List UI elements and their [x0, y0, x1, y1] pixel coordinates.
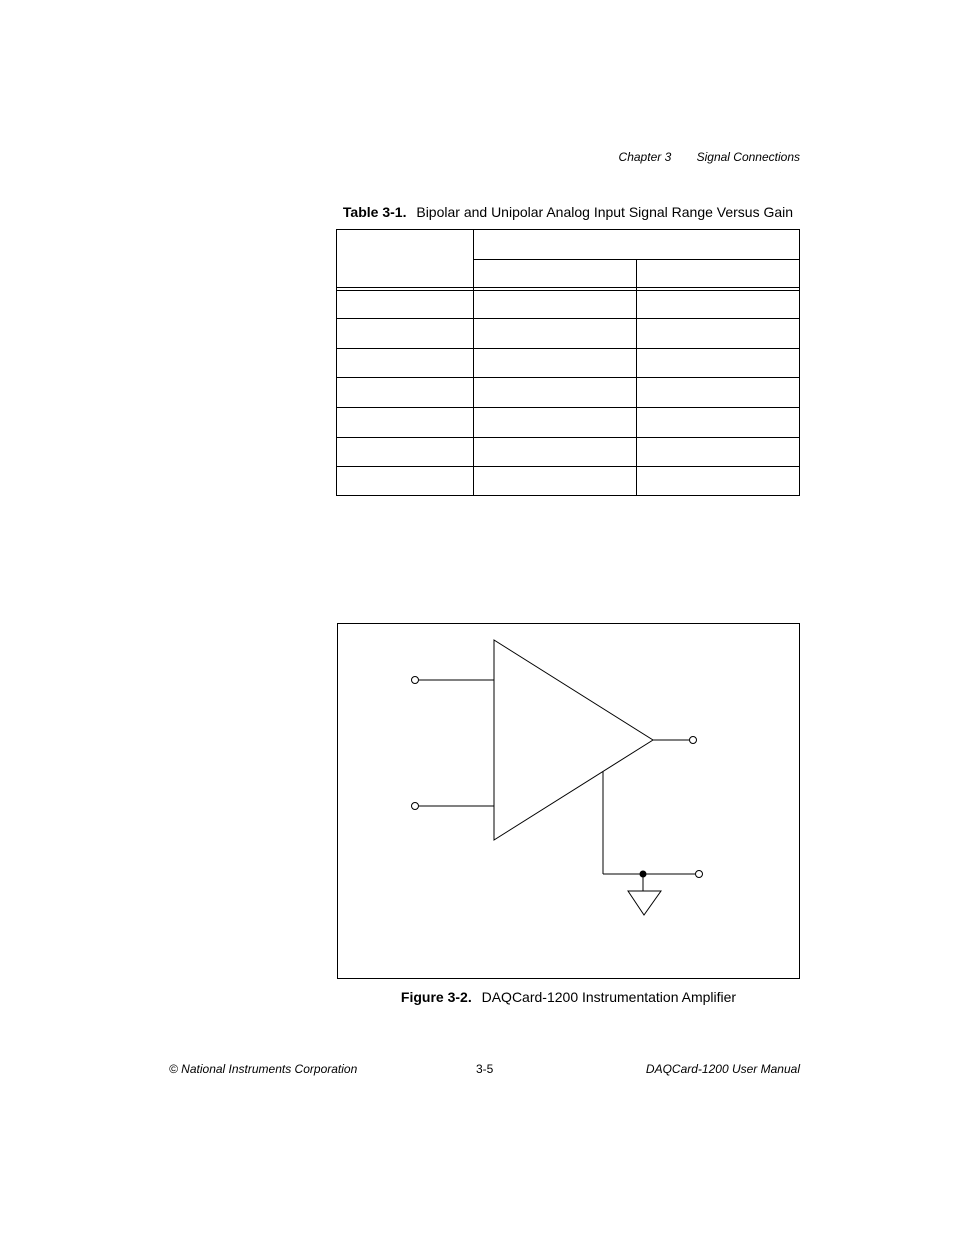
- table-header-divider: [337, 287, 799, 288]
- header-section: Signal Connections: [696, 150, 800, 164]
- table-row: [337, 437, 799, 438]
- ground-symbol-icon: [628, 891, 661, 915]
- signal-range-table: [336, 229, 800, 496]
- amplifier-triangle-icon: [494, 640, 653, 840]
- figure-caption-label: Figure 3-2.: [400, 989, 472, 1005]
- table-caption: [336, 204, 800, 220]
- table-row: [337, 466, 799, 467]
- table-row: [337, 348, 799, 349]
- terminal-circle-icon: [412, 803, 419, 810]
- table-row: [337, 318, 799, 319]
- table-row: [337, 407, 799, 408]
- table-caption-text: Bipolar and Unipolar Analog Input Signal Range Versus Gain: [416, 204, 794, 220]
- table-caption-label: Table 3-1.: [342, 204, 407, 220]
- header-chapter: Chapter 3: [618, 150, 672, 164]
- terminal-circle-icon: [690, 737, 697, 744]
- amplifier-diagram: [338, 624, 801, 980]
- amplifier-figure: [337, 623, 800, 979]
- footer-copyright: © National Instruments Corporation: [169, 1062, 358, 1076]
- figure-caption-text: DAQCard-1200 Instrumentation Amplifier: [481, 989, 737, 1005]
- table-row: [337, 377, 799, 378]
- table-column-divider: [473, 230, 474, 495]
- terminal-circle-icon: [412, 677, 419, 684]
- footer-manual-title: DAQCard-1200 User Manual: [645, 1062, 800, 1076]
- footer-page-number: 3-5: [476, 1062, 494, 1076]
- table-header-divider: [473, 259, 799, 260]
- figure-caption: [337, 989, 800, 1005]
- terminal-circle-icon: [696, 871, 703, 878]
- table-header-divider: [337, 290, 799, 291]
- running-header: [619, 150, 800, 164]
